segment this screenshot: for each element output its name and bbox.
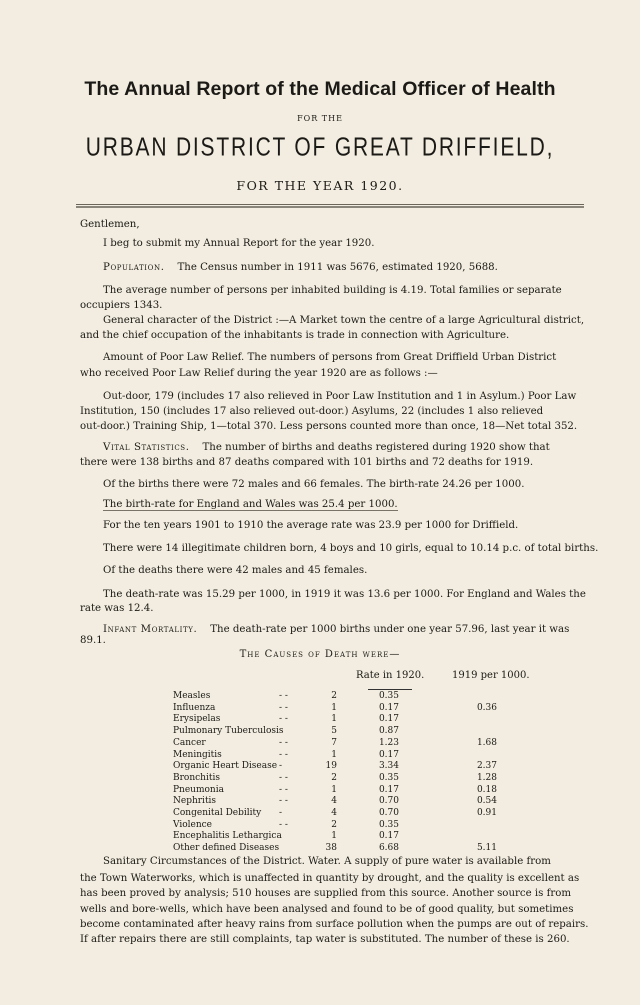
cause-leader: - - [279,702,288,713]
cause-rate-1920: 0.17 [378,714,399,725]
year-heading: FOR THE YEAR 1920. [236,178,404,193]
death-rate-line-2: rate was 12.4. [80,603,154,614]
cause-rate-1919: 2.37 [476,761,497,772]
cause-leader: - - [279,714,288,725]
cause-rate-1920: 0.17 [378,784,399,795]
cause-rate-1920: 0.87 [378,726,399,737]
cause-rate-1919: 5.11 [476,843,497,854]
cause-leader: - - [279,784,288,795]
cause-count: 1 [331,702,337,713]
header-rule [76,204,584,208]
sanitary-line-2: the Town Waterworks, which is unaffected in quantity by drought, and the quality is excellent as [80,873,580,884]
birth-rate-ew-line [103,497,398,513]
cause-rate-1919: 1.28 [476,772,497,783]
cause-row [173,772,553,784]
cause-row [173,760,553,772]
vital-line-1: The number of births and deaths registered during 1920 show that [202,442,550,453]
cause-count: 1 [331,831,337,842]
infant-line-2: 89.1. [80,635,106,646]
cause-count: 1 [331,714,337,725]
cause-row [173,842,553,854]
cause-rate-1920: 0.17 [378,749,399,760]
cause-name: Bronchitis [173,772,220,783]
cause-count: 4 [331,796,337,807]
cause-row [173,702,553,714]
deaths-sex-line: Of the deaths there were 42 males and 45 females. [103,565,368,576]
cause-row [173,830,553,842]
poor-law-line-2: who received Poor Law Relief during the year 1920 are as follows :— [80,368,438,379]
cause-rate-1920: 0.35 [378,819,399,830]
cause-rate-1919: 1.68 [476,737,497,748]
general-line-1: General character of the District :—A Market town the centre of a large Agricultural district, [103,315,585,326]
sanitary-line-3: has been proved by analysis; 510 houses are supplied from this source. Another source is from [80,888,572,899]
average-rate-line: For the ten years 1901 to 1910 the average rate was 23.9 per 1000 for Driffield. [103,520,519,531]
district-heading: URBAN DISTRICT OF GREAT DRIFFIELD, [85,133,555,162]
sanitary-line-4: wells and bore-wells, which have been analysed and found to be of good quality, but sometimes [80,904,574,915]
outdoor-line-3: out-door.) Training Ship, 1—total 370. Less persons counted more than once, 18—Net total 352. [80,421,578,432]
cause-row [173,690,553,702]
submit-line: I beg to submit my Annual Report for the year 1920. [103,238,375,249]
vital-line-2: there were 138 births and 87 deaths compared with 101 births and 72 deaths for 1919. [80,457,534,468]
cause-row [173,737,553,749]
vital-label: Vital Statistics. [103,442,190,453]
cause-row [173,713,553,725]
cause-name: Other defined Diseases [173,843,280,854]
cause-name: Pneumonia [173,784,224,795]
report-title: The Annual Report of the Medical Officer of Health [84,78,556,100]
cause-rate-1919: 0.54 [476,796,497,807]
cause-row [173,807,553,819]
cause-rate-1919: 0.91 [476,808,497,818]
cause-leader: - - [279,819,288,830]
cause-count: 5 [331,726,337,737]
infant-paragraph [103,622,569,638]
cause-name: Meningitis [173,749,222,760]
population-text: The Census number in 1911 was 5676, estimated 1920, 5688. [177,262,498,273]
cause-count: 2 [331,772,337,783]
cause-count: 1 [331,749,337,760]
cause-name: Violence [173,819,213,830]
outdoor-line-2: Institution, 150 (includes 17 also relieved out-door.) Asylums, 22 (includes 1 also relieved [80,406,544,417]
cause-row [173,725,553,737]
cause-count: 2 [331,819,337,830]
cause-rate-1920: 0.35 [378,772,399,783]
population-label: Population. [103,262,165,273]
population-paragraph [103,260,498,276]
cause-row [173,819,553,831]
cause-row [173,795,553,807]
cause-count: 19 [325,761,337,772]
cause-leader: - - [279,796,288,807]
cause-count: 2 [331,691,337,701]
infant-label: Infant Mortality. [103,624,198,635]
cause-leader: - - [279,749,288,760]
illegitimate-line: There were 14 illegitimate children born, 4 boys and 10 girls, equal to 10.14 p.c. of total births. [103,543,599,554]
cause-leader: - [279,808,283,818]
causes-title: The Causes of Death were— [239,649,401,660]
sanitary-line-6: If after repairs there are still complaints, tap water is substituted. The number of these is 260. [80,934,570,945]
cause-name: Encephalitis Lethargica [173,831,282,842]
cause-row [173,749,553,761]
cause-count: 38 [325,843,337,854]
death-rate-line-1: The death-rate was 15.29 per 1000, in 1919 it was 13.6 per 1000. For England and Wales the [103,589,586,600]
cause-name: Organic Heart Disease [173,761,278,772]
infant-line-1: The death-rate per 1000 births under one year 57.96, last year it was [210,624,570,635]
births-sex-line: Of the births there were 72 males and 66 females. The birth-rate 24.26 per 1000. [103,479,525,490]
birth-rate-ew-text: The birth-rate for England and Wales was 25.4 per 1000. [103,499,398,510]
salutation: Gentlemen, [80,219,140,230]
cause-name: Nephritis [173,796,217,807]
cause-name: Pulmonary Tuberculosis [173,726,284,737]
sanitary-line-5: become contaminated after heavy rains from surface pollution when the pumps are out of repairs. [80,919,589,930]
general-line-2: and the chief occupation of the inhabitants is trade in connection with Agriculture. [80,330,510,341]
cause-leader: - [279,761,283,772]
sanitary-line-1: Sanitary Circumstances of the District. Water. A supply of pure water is available from [103,856,551,867]
cause-leader: - - [279,737,288,748]
cause-name: Congenital Debility [173,808,262,818]
cause-count: 4 [331,808,337,818]
cause-rate-1920: 0.35 [378,691,399,701]
cause-name: Influenza [173,702,216,713]
cause-leader: - - [279,772,288,783]
cause-rate-1920: 0.70 [378,808,399,818]
for-the-label: FOR THE [297,114,343,123]
outdoor-line-1: Out-door, 179 (includes 17 also relieved in Poor Law Institution and 1 in Asylum.) Poor Law [103,391,577,402]
cause-rate-1920: 3.34 [378,761,399,772]
cause-count: 7 [331,737,337,748]
cause-rate-1919: 0.36 [476,702,497,713]
cause-name: Erysipelas [173,714,221,725]
cause-rate-1919: 0.18 [476,784,497,795]
column-header-1919: 1919 per 1000. [452,670,530,681]
persons-line-1: The average number of persons per inhabited building is 4.19. Total families or separate [103,285,562,296]
cause-row [173,784,553,796]
cause-name: Measles [173,691,211,701]
cause-rate-1920: 1.23 [378,737,399,748]
column-header-1920: Rate in 1920. [356,670,425,681]
vital-paragraph [103,440,550,456]
persons-line-2: occupiers 1343. [80,300,163,311]
cause-name: Cancer [173,737,206,748]
cause-rate-1920: 0.70 [378,796,399,807]
cause-leader: - - [279,691,288,701]
cause-rate-1920: 6.68 [378,843,399,854]
poor-law-line-1: Amount of Poor Law Relief. The numbers of persons from Great Driffield Urban District [103,352,557,363]
cause-rate-1920: 0.17 [378,831,399,842]
cause-count: 1 [331,784,337,795]
cause-rate-1920: 0.17 [378,702,399,713]
